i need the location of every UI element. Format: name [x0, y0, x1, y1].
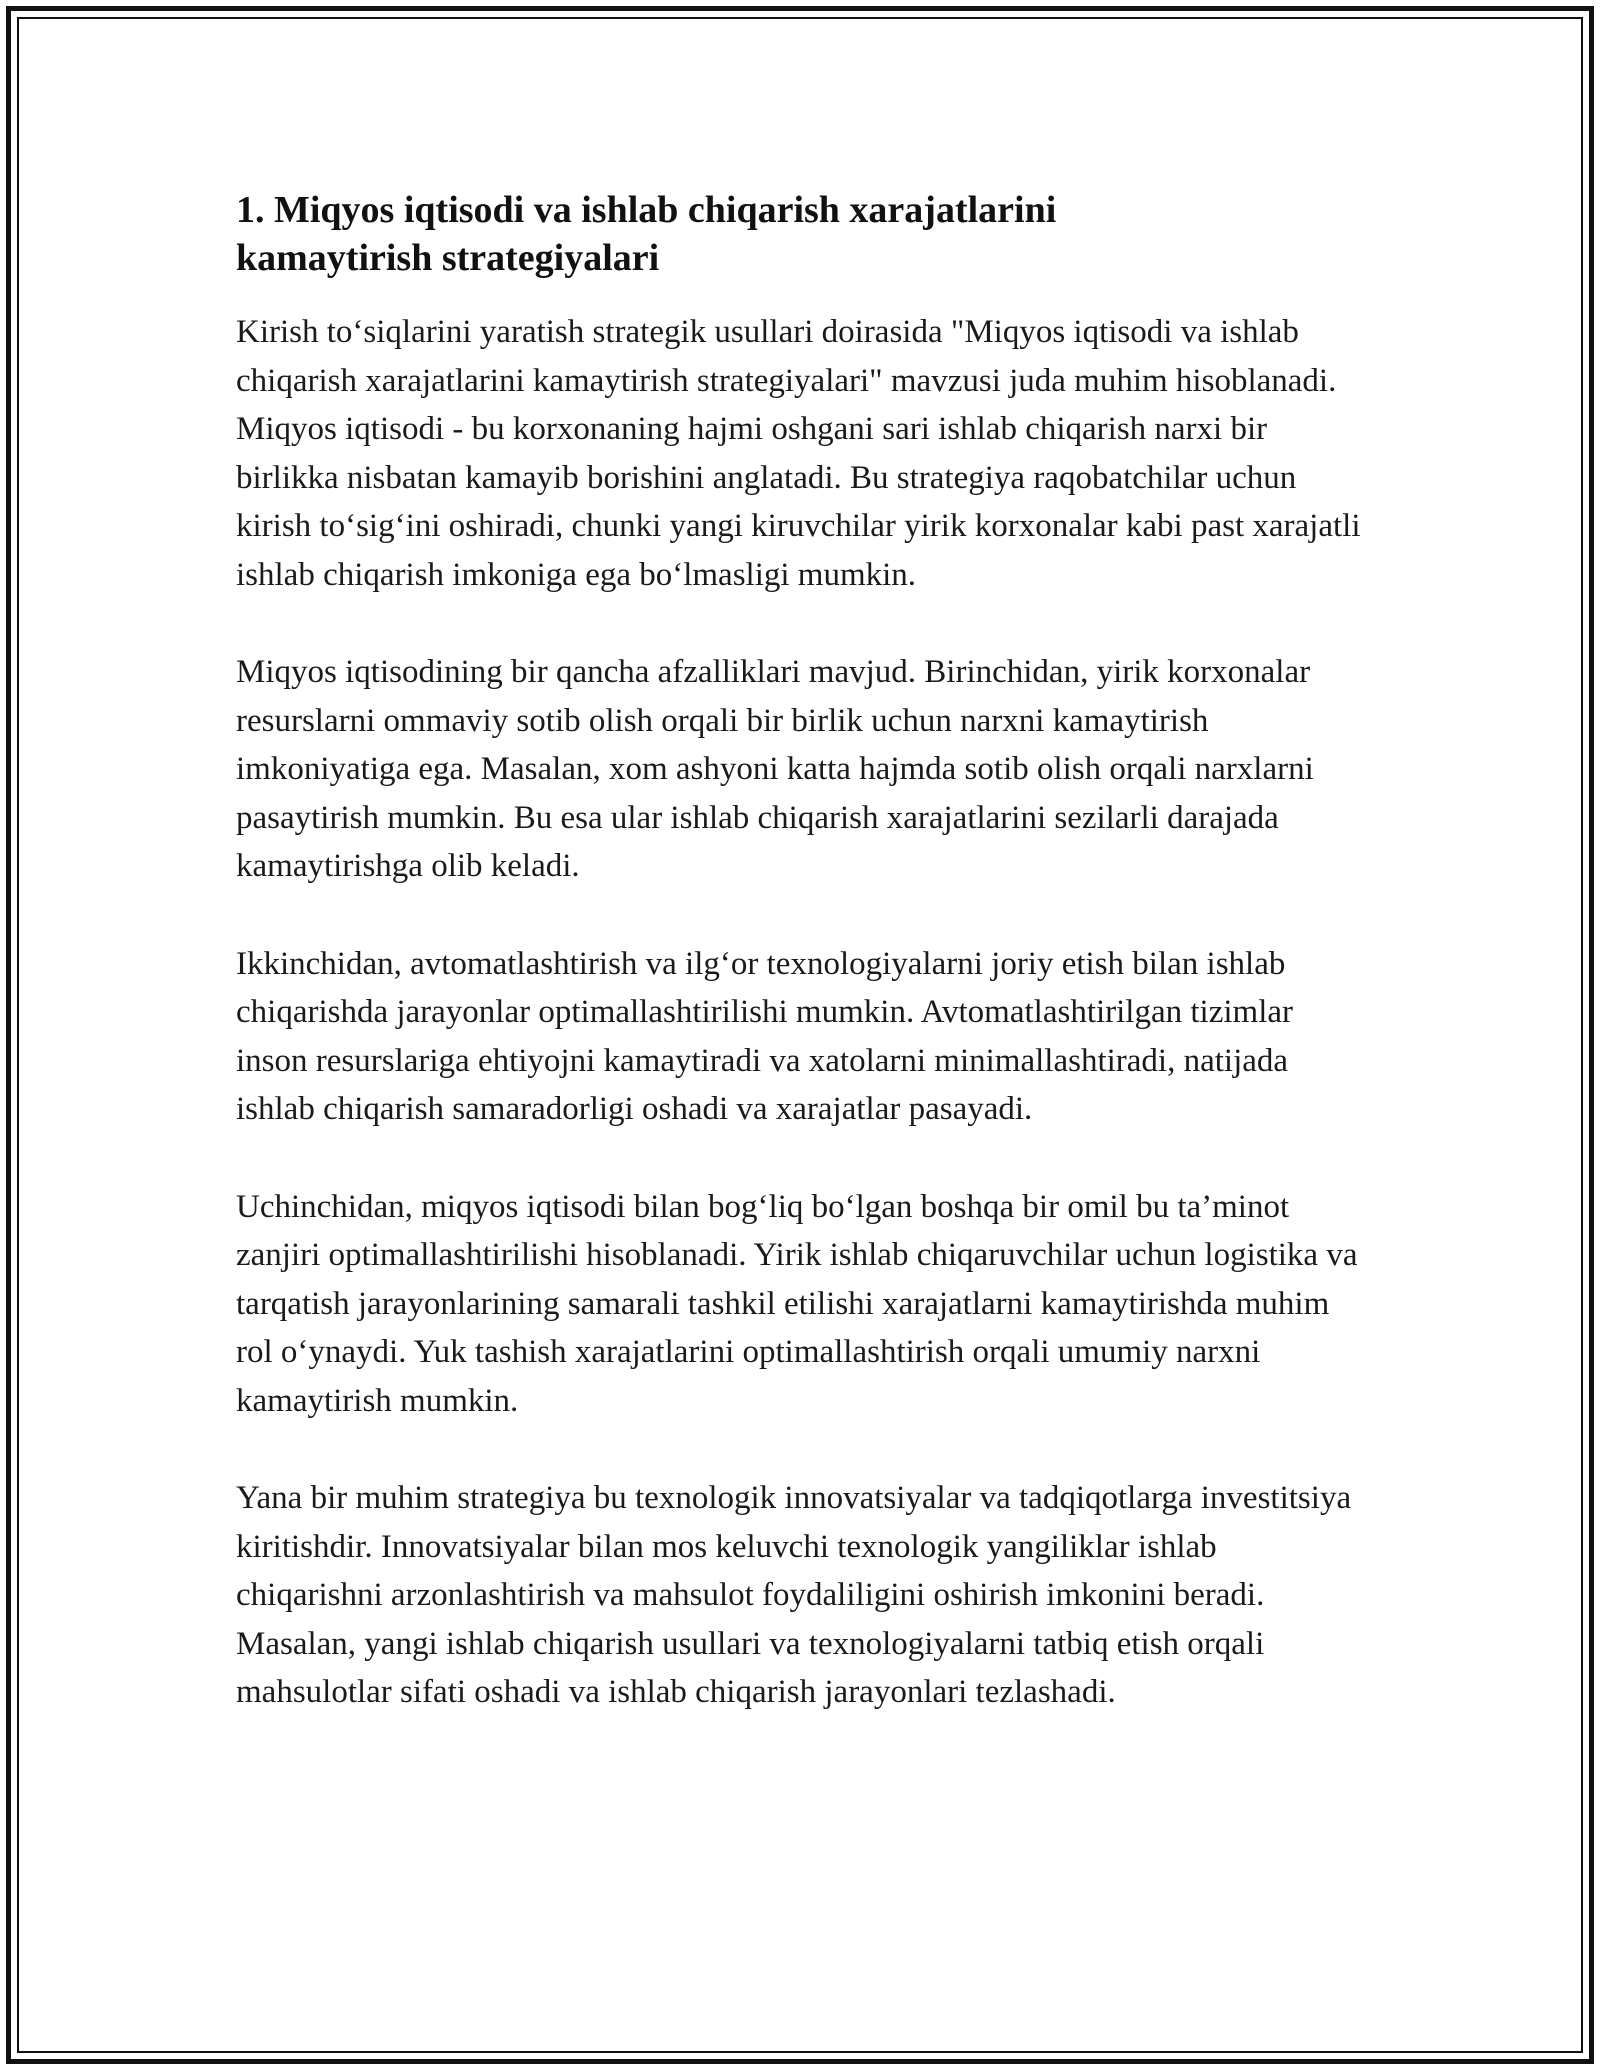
section-title-line-2: kamaytirish strategiyalari — [236, 237, 660, 279]
section-title-line-1: 1. Miqyos iqtisodi va ishlab chiqarish xarajatlarini — [236, 189, 1057, 231]
section-title — [236, 186, 1366, 282]
paragraph-second-advantage: Ikkinchidan, avtomatlashtirish va ilg‘or texnologiyalarni joriy etish bilan ishlab chiqarishda jarayonlar optimallashtirilishi mumkin. Avtomatlashtirilgan tizimlar inson resurslariga ehtiyojni kamaytiradi va xatolarni minimallashtiradi, natijada ishlab chiqarish samaradorligi oshadi va xarajatlar pasayadi. — [236, 945, 1293, 1127]
document-body — [236, 186, 1366, 1766]
paragraph-intro: Kirish to‘siqlarini yaratish strategik usullari doirasida "Miqyos iqtisodi va ishlab chiqarish xarajatlarini kamaytirish strategiyalari" mavzusi juda muhim hisoblanadi. Miqyos iqtisodi - bu korxonaning hajmi oshgani sari ishlab chiqarish narxi bir birlikka nisbatan kamayib borishini anglatadi. Bu strategiya raqobatchilar uchun kirish to‘sig‘ini oshiradi, chunki yangi kiruvchilar yirik korxonalar kabi past xarajatli ishlab chiqarish imkoniga ega bo‘lmasligi mumkin. — [236, 314, 1361, 593]
paragraph-innovation-strategy: Yana bir muhim strategiya bu texnologik innovatsiyalar va tadqiqotlarga investitsiya kiritishdir. Innovatsiyalar bilan mos keluvchi texnologik yangiliklar ishlab chiqarishni arzonlashtirish va mahsulot foydaliligini oshirish imkonini beradi. Masalan, yangi ishlab chiqarish usullari va texnologiyalarni tatbiq etish orqali mahsulotlar sifati oshadi va ishlab chiqarish jarayonlari tezlashadi. — [236, 1480, 1352, 1710]
paragraph-first-advantage: Miqyos iqtisodining bir qancha afzalliklari mavjud. Birinchidan, yirik korxonalar resurslarni ommaviy sotib olish orqali bir birlik uchun narxni kamaytirish imkoniyatiga ega. Masalan, xom ashyoni katta hajmda sotib olish orqali narxlarni pasaytirish mumkin. Bu esa ular ishlab chiqarish xarajatlarini sezilarli darajada kamaytirishga olib keladi. — [236, 654, 1314, 884]
paragraph-third-advantage: Uchinchidan, miqyos iqtisodi bilan bog‘liq bo‘lgan boshqa bir omil bu ta’minot zanjiri optimallashtirilishi hisoblanadi. Yirik ishlab chiqaruvchilar uchun logistika va tarqatish jarayonlarining samarali tashkil etilishi xarajatlarni kamaytirishda muhim rol o‘ynaydi. Yuk tashish xarajatlarini optimallashtirish orqali umumiy narxni kamaytirish mumkin. — [236, 1188, 1358, 1419]
